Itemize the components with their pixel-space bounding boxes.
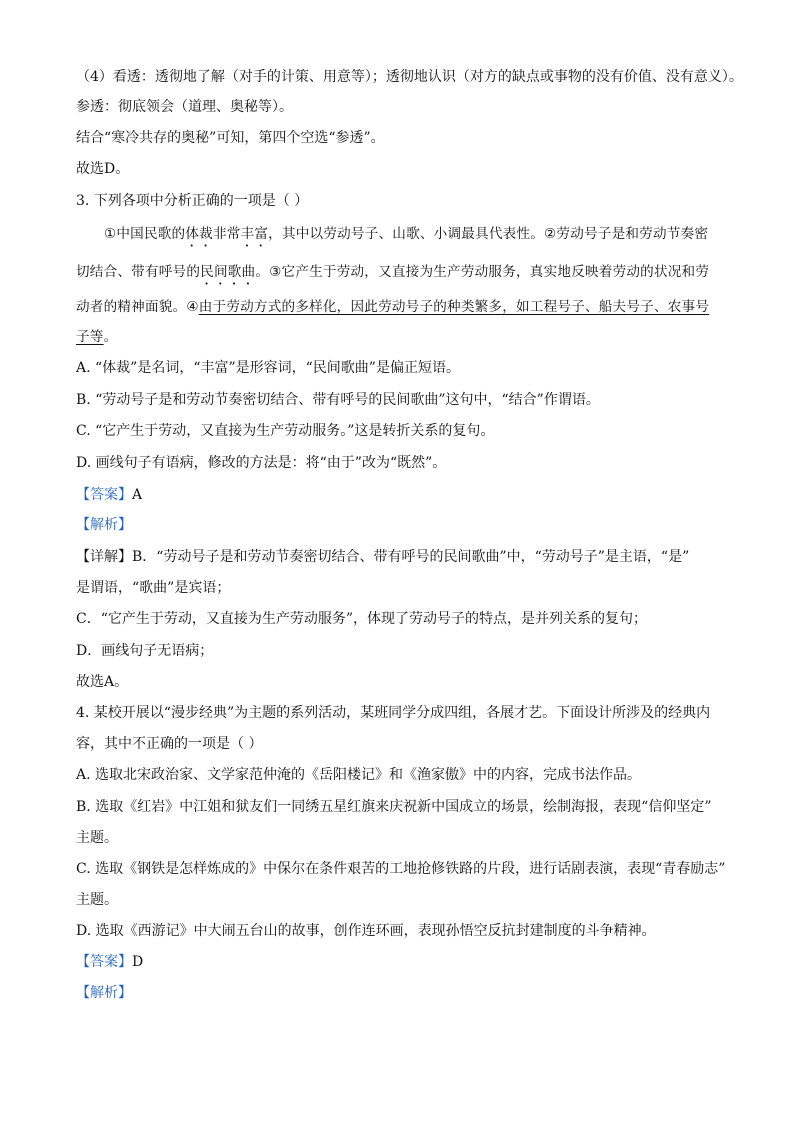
q3-detail-b-line-1: 【详解】B．“劳动号子是和劳动节奏密切结合、带有呼号的民间歌曲”中，“劳动号子”是主语，“是” — [76, 549, 690, 565]
q4-stem-line-1: 4. 某校开展以“漫步经典”为主题的系列活动，某班同学分成四组，各展才艺。下面设计所涉及的经典内 — [76, 705, 711, 721]
q4-option-a: A. 选取北宋政治家、文学家范仲淹的《岳阳楼记》和《渔家傲》中的内容，完成书法作品。 — [76, 767, 642, 783]
q4-option-d: D. 选取《西游记》中大闹五台山的故事，创作连环画，表现孙悟空反抗封建制度的斗争精神。 — [76, 923, 656, 939]
q3-option-c: C. “它产生于劳动，又直接为生产劳动服务。”这是转折关系的复句。 — [76, 423, 495, 439]
q4-option-c-line-2: 主题。 — [76, 892, 118, 908]
emphasis-fengfu: 丰富 — [240, 226, 269, 242]
underlined-sentence: 由于劳动方式的多样化，因此劳动号子的种类繁多，如工程号子、船夫号子、农事号 — [198, 299, 710, 315]
q4-option-b-line-1: B. 选取《红岩》中江姐和狱友们一同绣五星红旗来庆祝新中国成立的场景，绘制海报，表现“信仰坚定” — [76, 799, 712, 815]
q3-passage-line-1: ①中国民歌的体裁非常丰富，其中以劳动号子、山歌、小调最具代表性。②劳动号子是和劳动节奏密 — [104, 226, 709, 242]
q2-conclusion: 故选D。 — [76, 161, 130, 177]
q4-stem-line-2: 容，其中不正确的一项是（ ） — [76, 736, 263, 752]
q3-detail-b-line-2: 是谓语，“歌曲”是宾语； — [76, 580, 231, 596]
answer-value: D — [132, 954, 144, 970]
q3-passage-line-3: 动者的精神面貌。④由于劳动方式的多样化，因此劳动号子的种类繁多，如工程号子、船夫号子、农事号 — [76, 299, 710, 315]
q3-option-a: A. “体裁”是名词，“丰富”是形容词，“民间歌曲”是偏正短语。 — [76, 360, 460, 376]
q3-conclusion: 故选A。 — [76, 674, 129, 690]
q4-option-c-line-1: C. 选取《钢铁是怎样炼成的》中保尔在条件艰苦的工地抢修铁路的片段，进行话剧表演，表现“青春励志” — [76, 861, 726, 877]
q2-explanation-line-3: 结合“寒冷共存的奥秘”可知，第四个空选“参透”。 — [76, 130, 385, 146]
q3-option-d: D. 画线句子有语病，修改的方法是：将“由于”改为“既然”。 — [76, 455, 447, 471]
q3-passage-line-4: 子等。 — [76, 329, 118, 345]
answer-label: 【答案】 — [76, 487, 132, 503]
q3-analysis-label: 【解析】 — [76, 517, 132, 533]
q2-explanation-line-1: （4）看透：透彻地了解（对手的计策、用意等）；透彻地认识（对方的缺点或事物的没有价值、没有意义）。 — [76, 69, 743, 85]
q4-option-b-line-2: 主题。 — [76, 830, 118, 846]
q3-detail-d: D．画线句子无语病； — [76, 643, 214, 659]
q3-stem: 3. 下列各项中分析正确的一项是（ ） — [76, 193, 309, 209]
answer-value: A — [132, 487, 143, 503]
q4-analysis-label: 【解析】 — [76, 985, 132, 1001]
answer-label: 【答案】 — [76, 954, 132, 970]
q2-explanation-line-2: 参透：彻底领会（道理、奥秘等）。 — [76, 99, 293, 115]
emphasis-minjiangequ: 民间歌曲 — [200, 264, 256, 280]
q3-passage-line-2: 切结合、带有呼号的民间歌曲。③它产生于劳动，又直接为生产劳动服务，真实地反映着劳动的状况和劳 — [76, 264, 710, 280]
q3-detail-c: C．“它产生于劳动，又直接为生产劳动服务”，体现了劳动号子的特点，是并列关系的复句； — [76, 611, 648, 627]
q4-answer — [76, 952, 143, 972]
underlined-sentence-end: 子等 — [76, 329, 104, 345]
emphasis-tici: 体裁 — [185, 226, 213, 242]
q3-option-b: B. “劳动号子是和劳动节奏密切结合、带有呼号的民间歌曲”这句中，“结合”作谓语。 — [76, 392, 600, 408]
detail-label: 【详解】 — [76, 549, 132, 565]
q3-answer — [76, 485, 142, 505]
